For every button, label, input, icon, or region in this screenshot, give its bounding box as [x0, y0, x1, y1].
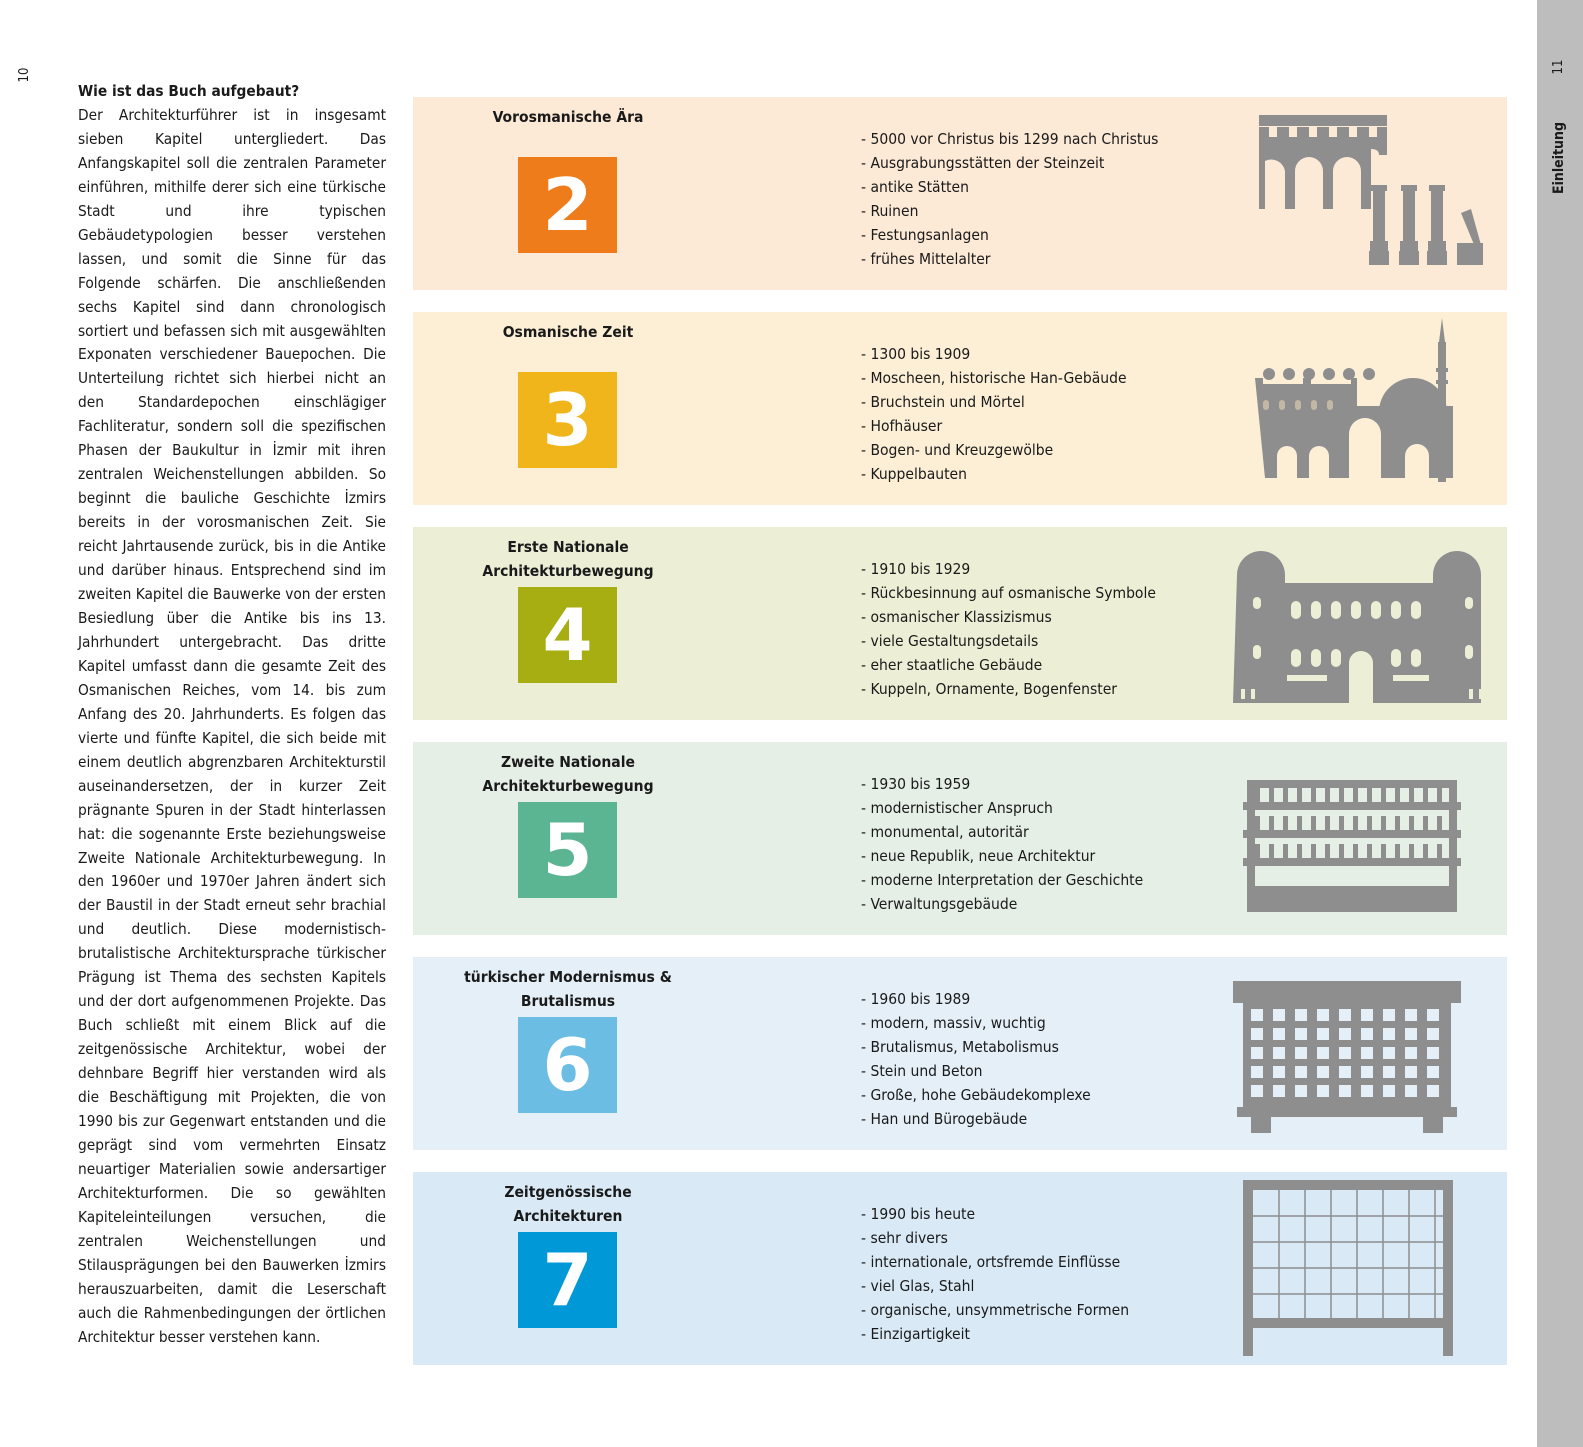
list-item: - 5000 vor Christus bis 1299 nach Christus [861, 130, 1159, 148]
list-item: - eher staatliche Gebäude [861, 656, 1043, 674]
chapter-feature-list [861, 342, 1127, 486]
chapter-feature-list [861, 987, 1091, 1131]
list-item: - monumental, autoritär [861, 823, 1029, 841]
intro-heading: Wie ist das Buch aufgebaut? [78, 82, 300, 100]
chapter-sidebar [1537, 0, 1583, 1447]
list-item: - Kuppelbauten [861, 465, 967, 483]
mosque-icon [1233, 312, 1493, 505]
page-number-right: 11 [1551, 59, 1566, 75]
chapter-number-box: 6 [518, 1017, 617, 1113]
list-item: - 1930 bis 1959 [861, 775, 971, 793]
chapter-title: Zeitgenössische Architekturen [504, 1183, 632, 1225]
ancient-ruins-icon [1233, 97, 1493, 290]
list-item: - Große, hohe Gebäudekomplexe [861, 1086, 1091, 1104]
chapter-feature-list [861, 772, 1143, 916]
list-item: - Festungsanlagen [861, 226, 989, 244]
chapter-band-5 [413, 742, 1507, 935]
intro-text: Der Architekturführer ist in insgesamt sieben Kapitel untergliedert. Das Anfangskapitel soll die zentralen Parameter einführen, mithilfe derer sich eine türkische Stadt und ihre typischen Gebäudetypologien besser verstehen lassen, und somit die Sinne für das Folgende schärfen. Die anschließenden sechs Kapitel sind dann chronologisch sortiert und befassen sich mit ausgewählten Exponaten verschiedener Bauepochen. Die Unterteilung richtet sich hierbei nicht an den Standardepochen einschlägiger Fachliteratur, sondern soll die spezifischen Phasen der Baukultur in İzmir mit ihren zentralen Weichenstellungen abbilden. So beginnt die bauliche Geschichte İzmirs bereits in der vorosmanischen Zeit. Sie reicht Jahrtausende zurück, bis in die Antike und darüber hinaus. Entsprechend sind im zweiten Kapitel die Bauwerke von der ersten Besiedlung über die Antike bis ins 13. Jahrhundert untergebracht. Das dritte Kapitel umfasst dann die gesamte Zeit des Osmanischen Reiches, vom 14. bis zum Anfang des 20. Jahrhunderts. Es folgen das vierte und fünfte Kapitel, die sich beide mit einem deutlich abgrenzbaren Architekturstil auseinandersetzen, der in kurzer Zeit prägnante Spuren in der Stadt hinterlassen hat: die sogenannte Erste beziehungsweise Zweite Nationale Architekturbewegung. In den 1960er und 1970er Jahren ändert sich der Baustil in der Stadt erneut sehr brachial und deutlich. Diese modernistisch-brutalistische Architektursprache türkischer Prägung ist Thema des sechsten Kapitels und der dort aufgenommenen Projekte. Das Buch schließt mit einem Blick auf die zeitgenössische Architektur, wobei der dehnbare Begriff hier verstanden wird als die Beschäftigung mit Projekten, die von 1990 bis zur Gegenwart entstanden und die geprägt sind vom vermehrten Einsatz neuartiger Materialien sowie andersartiger Architekturformen. Die so gewählten Kapiteleinteilungen versuchen, die zentralen Weichenstellungen und Stilausprägungen bei den Bauwerken İzmirs herauszuarbeiten, damit die Leserschaft auch die Rahmenbedingungen der örtlichen Architektur besser verstehen kann. [78, 105, 386, 1346]
list-item: - 1910 bis 1929 [861, 560, 971, 578]
list-item: - modernistischer Anspruch [861, 799, 1053, 817]
list-item: - frühes Mittelalter [861, 250, 991, 268]
list-item: - Verwaltungsgebäude [861, 895, 1018, 913]
chapter-number-box: 7 [518, 1232, 617, 1328]
chapter-title: Zweite Nationale Architekturbewegung [482, 753, 654, 795]
list-item: - Hofhäuser [861, 417, 943, 435]
glass-facade-icon [1233, 1172, 1493, 1365]
list-item: - viele Gestaltungsdetails [861, 632, 1039, 650]
chapter-feature-list [861, 557, 1156, 701]
chapter-band-6 [413, 957, 1507, 1150]
list-item: - sehr divers [861, 1229, 948, 1247]
chapter-number-box: 3 [518, 372, 617, 468]
list-item: - Bruchstein und Mörtel [861, 393, 1025, 411]
list-item: - Einzigartigkeit [861, 1325, 970, 1343]
list-item: - 1300 bis 1909 [861, 345, 971, 363]
chapter-band-7 [413, 1172, 1507, 1365]
chapter-title: Osmanische Zeit [502, 323, 634, 341]
list-item: - Han und Bürogebäude [861, 1110, 1028, 1128]
chapter-title: Erste Nationale Architekturbewegung [482, 538, 654, 580]
national-building-icon [1233, 527, 1493, 720]
brutalist-building-icon [1233, 957, 1493, 1150]
list-item: - Moscheen, historische Han-Gebäude [861, 369, 1127, 387]
list-item: - neue Republik, neue Architektur [861, 847, 1096, 865]
chapter-number-box: 4 [518, 587, 617, 683]
chapter-title: türkischer Modernismus & Brutalismus [464, 968, 672, 1010]
list-item: - modern, massiv, wuchtig [861, 1014, 1046, 1032]
chapter-feature-list [861, 1202, 1129, 1346]
list-item: - Kuppeln, Ornamente, Bogenfenster [861, 680, 1117, 698]
list-item: - Rückbesinnung auf osmanische Symbole [861, 584, 1156, 602]
chapter-feature-list [861, 127, 1158, 271]
intro-column [78, 80, 386, 1350]
page-number-left: 10 [17, 67, 32, 83]
chapter-number-box: 2 [518, 157, 617, 253]
chapter-band-4 [413, 527, 1507, 720]
list-item: - Bogen- und Kreuzgewölbe [861, 441, 1054, 459]
list-item: - organische, unsymmetrische Formen [861, 1301, 1130, 1319]
chapter-band-2 [413, 97, 1507, 290]
list-item: - Ruinen [861, 202, 919, 220]
list-item: - antike Stätten [861, 178, 969, 196]
list-item: - internationale, ortsfremde Einflüsse [861, 1253, 1121, 1271]
monumental-building-icon [1233, 742, 1493, 935]
list-item: - 1990 bis heute [861, 1205, 976, 1223]
list-item: - 1960 bis 1989 [861, 990, 971, 1008]
list-item: - Brutalismus, Metabolismus [861, 1038, 1059, 1056]
chapter-number-box: 5 [518, 802, 617, 898]
chapter-title: Vorosmanische Ära [492, 108, 644, 126]
list-item: - Stein und Beton [861, 1062, 983, 1080]
list-item: - moderne Interpretation der Geschichte [861, 871, 1144, 889]
sidebar-label: Einleitung [1551, 121, 1567, 195]
list-item: - Ausgrabungsstätten der Steinzeit [861, 154, 1105, 172]
chapter-band-3 [413, 312, 1507, 505]
list-item: - osmanischer Klassizismus [861, 608, 1052, 626]
list-item: - viel Glas, Stahl [861, 1277, 975, 1295]
